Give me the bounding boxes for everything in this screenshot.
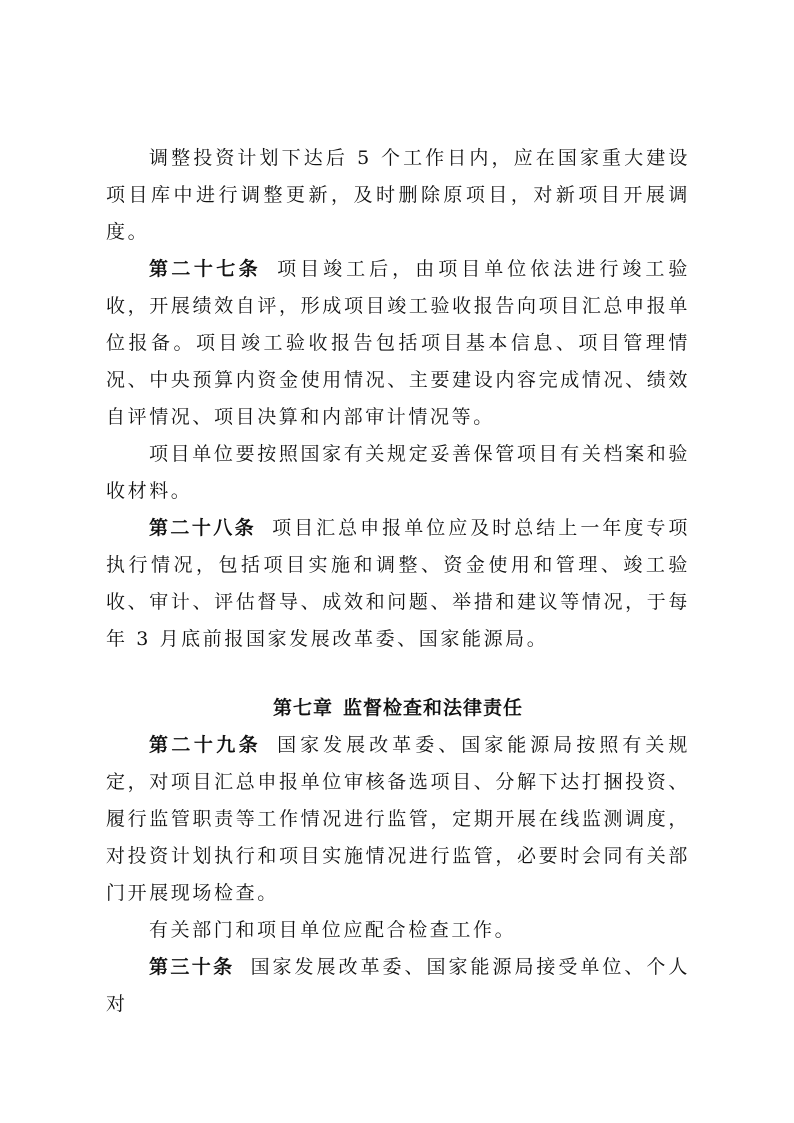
- paragraph-text: 项目汇总申报单位应及时总结上一年度专项执行情况，包括项目实施和调整、资金使用和管理、竣工验收、审计、评估督导、成效和问题、举措和建议等情况，于每年 3 月底前报国家发展改革委、国家能源局。: [106, 517, 690, 650]
- paragraph-text: 国家发展改革委、国家能源局按照有关规定，对项目汇总申报单位审核备选项目、分解下达打捆投资、履行监管职责等工作情况进行监管，定期开展在线监测调度，对投资计划执行和项目实施情况进行监管，必要时会同有关部门开展现场检查。: [106, 734, 690, 904]
- paragraph-text: 国家发展改革委、国家能源局接受单位、个人对: [106, 956, 690, 1015]
- chapter-heading: [106, 690, 690, 727]
- article-number: 第二十九条: [149, 734, 262, 756]
- paragraph-archive-keeping: [106, 436, 690, 510]
- article-number: 第二十八条: [149, 517, 257, 539]
- paragraph-text: 项目竣工后，由项目单位依法进行竣工验收，开展绩效自评，形成项目竣工验收报告向项目汇总申报单位报备。项目竣工验收报告包括项目基本信息、项目管理情况、中央预算内资金使用情况、主要建设内容完成情况、绩效自评情况、项目决算和内部审计情况等。: [106, 258, 690, 428]
- article-number: 第二十七条: [149, 258, 262, 280]
- article-29: [106, 727, 690, 912]
- article-30: [106, 949, 690, 1023]
- paragraph-text: 调整投资计划下达后 5 个工作日内，应在国家重大建设项目库中进行调整更新，及时删除原项目，对新项目开展调度。: [106, 147, 690, 243]
- article-28: [106, 510, 690, 658]
- chapter-number: 第七章: [272, 697, 333, 719]
- article-27: [106, 251, 690, 436]
- document-page: [106, 140, 690, 1023]
- paragraph-text: 有关部门和项目单位应配合检查工作。: [149, 919, 517, 941]
- paragraph-cooperate-inspection: [106, 912, 690, 949]
- article-number: 第三十条: [149, 956, 235, 978]
- paragraph-text: 项目单位要按照国家有关规定妥善保管项目有关档案和验收材料。: [106, 443, 690, 502]
- paragraph-investment-adjustment: [106, 140, 690, 251]
- chapter-title: 监督检查和法律责任: [343, 697, 524, 719]
